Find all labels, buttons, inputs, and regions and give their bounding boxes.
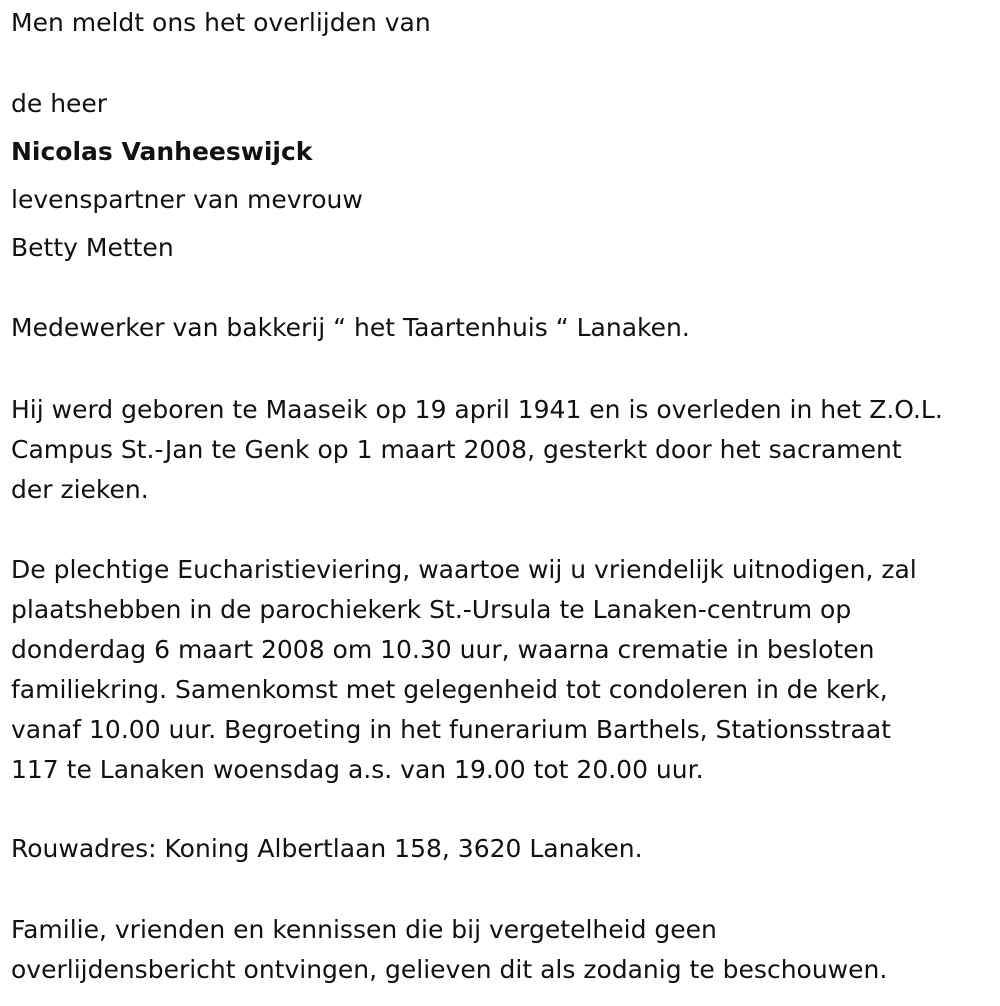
title-text: de heer bbox=[11, 89, 108, 118]
birth-death-paragraph bbox=[11, 390, 943, 510]
deceased-name: Nicolas Vanheeswijck bbox=[11, 137, 313, 166]
occupation-text: Medewerker van bakkerij “ het Taartenhuis “ Lanaken. bbox=[11, 313, 690, 342]
paragraph-line: familiekring. Samenkomst met gelegenheid tot condoleren in de kerk, bbox=[11, 675, 888, 704]
paragraph-line: donderdag 6 maart 2008 om 10.30 uur, waarna crematie in besloten bbox=[11, 635, 875, 664]
paragraph-line: Campus St.-Jan te Genk op 1 maart 2008, gesterkt door het sacrament bbox=[11, 435, 902, 464]
paragraph-line: Hij werd geboren te Maaseik op 19 april 1941 en is overleden in het Z.O.L. bbox=[11, 395, 943, 424]
paragraph-line: De plechtige Eucharistieviering, waartoe wij u vriendelijk uitnodigen, zal bbox=[11, 555, 917, 584]
paragraph-line: vanaf 10.00 uur. Begroeting in het funerarium Barthels, Stationsstraat bbox=[11, 715, 891, 744]
paragraph-line: der zieken. bbox=[11, 475, 149, 504]
partner-label: levenspartner van mevrouw bbox=[11, 185, 363, 214]
paragraph-line: Familie, vrienden en kennissen die bij vergetelheid geen bbox=[11, 915, 717, 944]
partner-name: Betty Metten bbox=[11, 233, 174, 262]
closing-paragraph bbox=[11, 910, 887, 990]
paragraph-line: overlijdensbericht ontvingen, gelieven dit als zodanig te beschouwen. bbox=[11, 955, 888, 984]
ceremony-paragraph bbox=[11, 550, 917, 790]
paragraph-line: 117 te Lanaken woensdag a.s. van 19.00 tot 20.00 uur. bbox=[11, 755, 704, 784]
paragraph-line: plaatshebben in de parochiekerk St.-Ursula te Lanaken-centrum op bbox=[11, 595, 852, 624]
intro-text: Men meldt ons het overlijden van bbox=[11, 8, 431, 37]
mourning-address: Rouwadres: Koning Albertlaan 158, 3620 Lanaken. bbox=[11, 834, 643, 863]
